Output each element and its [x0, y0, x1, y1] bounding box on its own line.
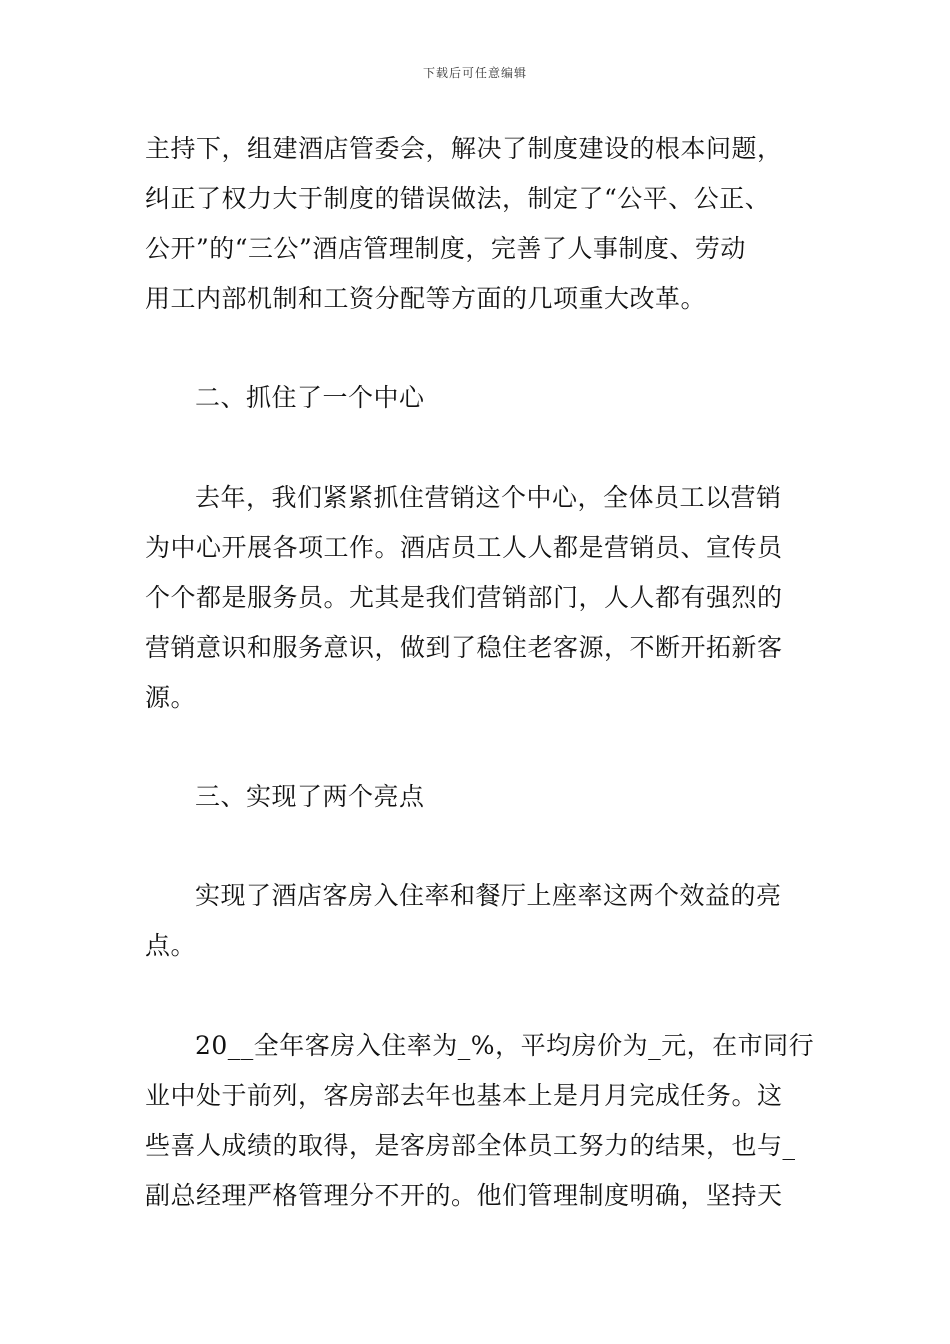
- paragraph-1-line-2: 纠正了权力大于制度的错误做法，制定了“公平、公正、: [145, 184, 771, 213]
- paragraph-1-line-3: 公开”的“三公”酒店管理制度，完善了人事制度、劳动: [145, 234, 746, 263]
- paragraph-4-line-4: 副总经理严格管理分不开的。他们管理制度明确，坚持天: [145, 1181, 783, 1210]
- paragraph-4-line-3: 些喜人成绩的取得，是客房部全体员工努力的结果，也与_: [145, 1131, 796, 1160]
- paragraph-4-line-1: 20__全年客房入住率为_%，平均房价为_元，在市同行: [195, 1031, 815, 1060]
- section-heading-2: 二、抓住了一个中心: [195, 383, 425, 412]
- paragraph-2-line-2: 为中心开展各项工作。酒店员工人人都是营销员、宣传员: [145, 533, 783, 562]
- paragraph-2-line-5: 源。: [145, 683, 197, 712]
- paragraph-3-line-1: 实现了酒店客房入住率和餐厅上座率这两个效益的亮: [195, 881, 782, 910]
- paragraph-4-line-2: 业中处于前列，客房部去年也基本上是月月完成任务。这: [145, 1081, 783, 1110]
- paragraph-1-line-1: 主持下，组建酒店管委会，解决了制度建设的根本问题，: [145, 134, 783, 163]
- paragraph-2-line-1: 去年，我们紧紧抓住营销这个中心，全体员工以营销: [195, 483, 782, 512]
- page-header: 下载后可任意编辑: [422, 66, 527, 80]
- paragraph-1-line-4: 用工内部机制和工资分配等方面的几项重大改革。: [145, 284, 707, 313]
- paragraph-2-line-3: 个个都是服务员。尤其是我们营销部门，人人都有强烈的: [145, 583, 783, 612]
- section-heading-3: 三、实现了两个亮点: [195, 782, 425, 811]
- paragraph-2-line-4: 营销意识和服务意识，做到了稳住老客源，不断开拓新客: [145, 633, 783, 662]
- paragraph-3-line-2: 点。: [145, 931, 197, 960]
